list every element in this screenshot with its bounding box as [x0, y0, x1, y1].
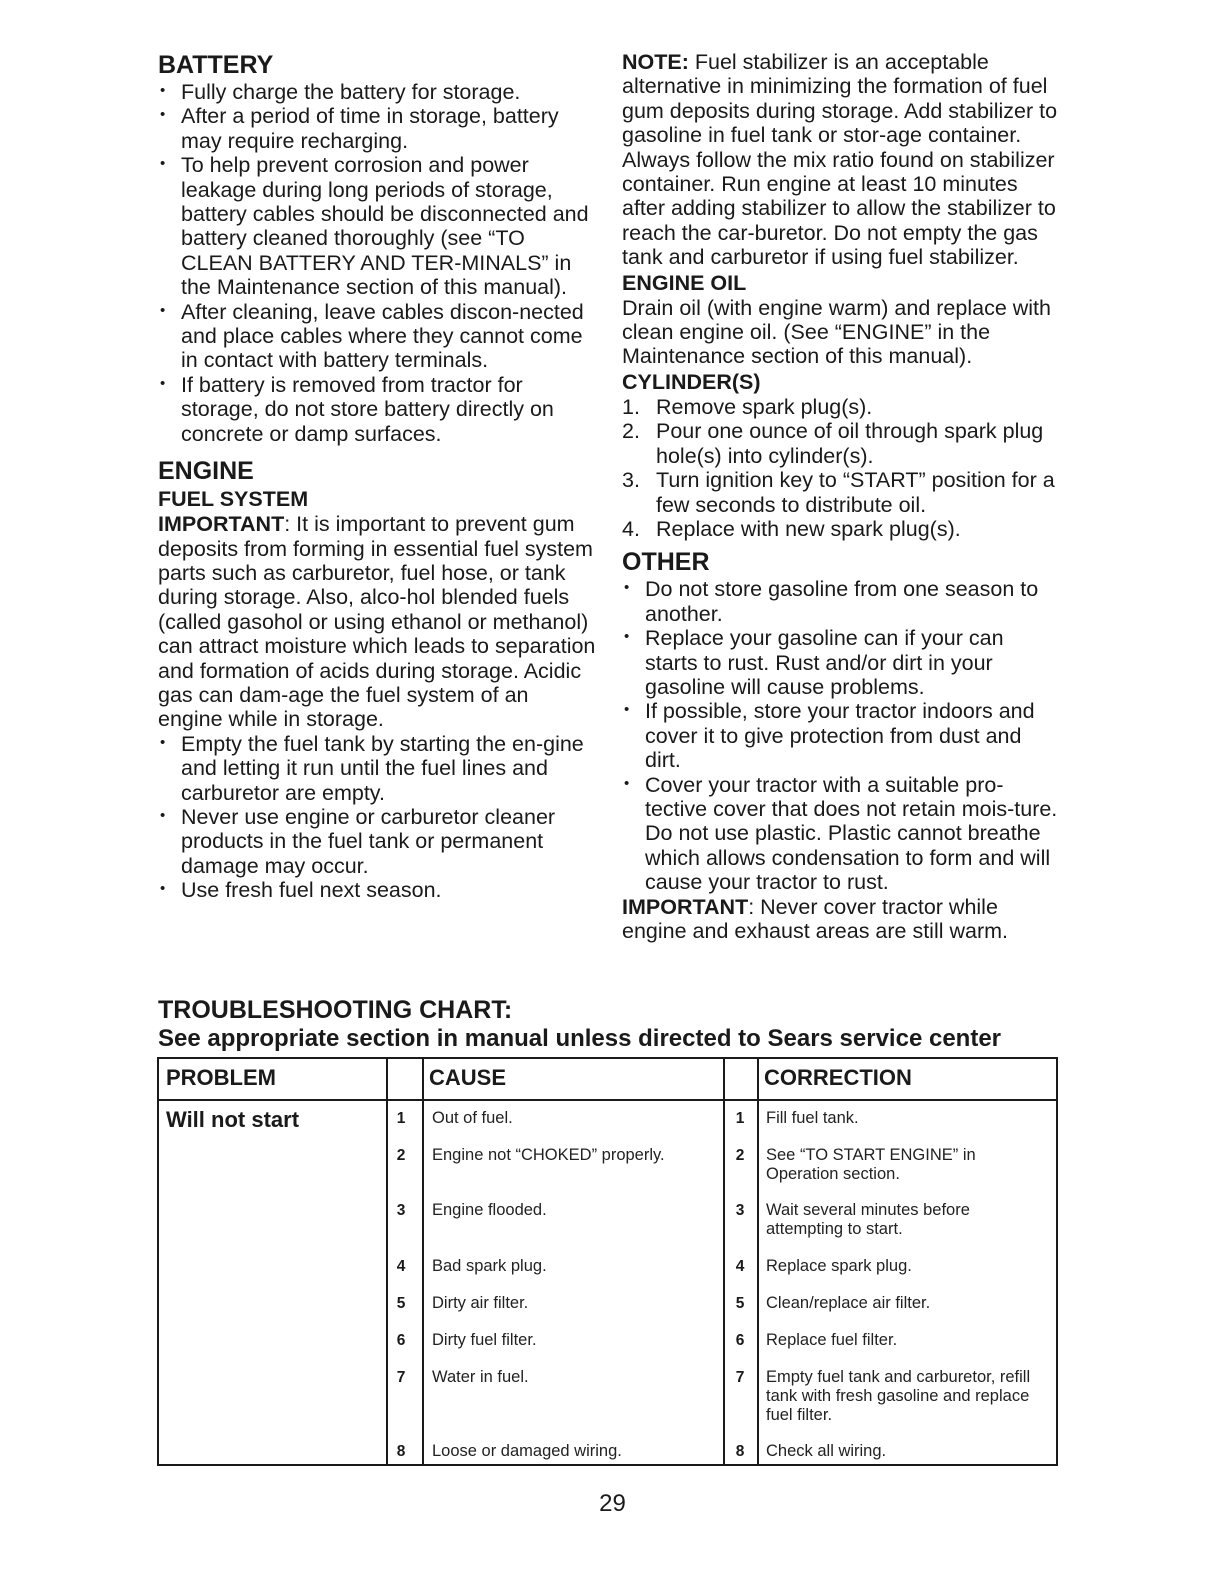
cause-number: 4	[396, 1258, 406, 1275]
cause-number: 8	[396, 1443, 406, 1460]
step-text: Turn ignition key to “START” position for a few seconds to distribute oil.	[656, 468, 1055, 517]
other-bullet-2: • Replace your gasoline can if your can starts to rust. Rust and/or dirt in your gasoline will cause problems.	[622, 626, 1062, 699]
cause-cell: Engine flooded.	[432, 1201, 547, 1219]
cause-cell: Dirty air filter.	[432, 1294, 529, 1312]
correction-cell: Check all wiring.	[766, 1442, 887, 1460]
battery-bullet-2: • After a period of time in storage, battery may require recharging.	[158, 104, 598, 153]
step-text: Replace with new spark plug(s).	[656, 516, 961, 541]
correction-cell: Replace fuel filter.	[766, 1331, 898, 1349]
fuel-bullet-2: • Never use engine or carburetor cleaner products in the fuel tank or permanent damage may occur.	[158, 805, 598, 878]
battery-bullet-list	[158, 80, 598, 446]
correction-cell: Replace spark plug.	[766, 1257, 912, 1275]
cause-cell: Out of fuel.	[432, 1109, 513, 1127]
cause-cell: Loose or damaged wiring.	[432, 1442, 622, 1460]
troubleshooting-table	[157, 1057, 1058, 1466]
left-column	[158, 50, 598, 903]
battery-bullet-1: • Fully charge the battery for storage.	[158, 80, 598, 104]
battery-heading: BATTERY	[158, 51, 274, 79]
step-number: 4.	[622, 516, 640, 541]
important-label: IMPORTANT	[158, 512, 285, 537]
step-text: Pour one ounce of oil through spark plug hole(s) into cylinder(s).	[656, 419, 1044, 468]
battery-bullet-3: • To help prevent corrosion and power leakage during long periods of storage, battery cables should be disconnected and battery cleaned thoroughly (see “TO CLEAN BATTERY AND TER-MINALS” in the Maintenance section of this manual).	[158, 153, 598, 299]
cylinder-step	[622, 517, 1062, 541]
table-divider	[422, 1059, 424, 1464]
note-label: NOTE:	[622, 50, 689, 74]
cylinder-step-list	[622, 395, 1062, 541]
table-divider	[723, 1059, 725, 1464]
correction-cell: Wait several minutes before attempting to start.	[766, 1201, 970, 1238]
correction-number: 3	[735, 1202, 745, 1219]
battery-bullet-5: • If battery is removed from tractor for storage, do not store battery directly on concrete or damp surfaces.	[158, 373, 598, 446]
cylinder-step	[622, 468, 1062, 517]
header-divider	[159, 1099, 1056, 1101]
correction-number: 1	[735, 1110, 745, 1127]
cause-cell: Bad spark plug.	[432, 1257, 547, 1275]
fuel-system-heading: FUEL SYSTEM	[158, 487, 309, 512]
cause-number: 2	[396, 1147, 406, 1164]
correction-number: 7	[735, 1369, 745, 1386]
other-heading: OTHER	[622, 548, 710, 577]
step-number: 3.	[622, 468, 640, 493]
cause-cell: Water in fuel.	[432, 1368, 529, 1386]
right-column	[622, 50, 1062, 943]
header-problem: PROBLEM	[166, 1065, 276, 1090]
other-important-paragraph	[622, 895, 1062, 944]
note-paragraph	[622, 50, 1062, 270]
cause-cell: Dirty fuel filter.	[432, 1331, 537, 1349]
correction-number: 2	[735, 1147, 745, 1164]
cause-number: 3	[396, 1202, 406, 1219]
step-number: 1.	[622, 394, 640, 419]
important-text: : Never cover tractor while engine and exhaust areas are still warm.	[622, 894, 1009, 943]
correction-cell: Clean/replace air filter.	[766, 1294, 931, 1312]
troubleshooting-title: TROUBLESHOOTING CHART:	[158, 996, 513, 1024]
correction-cell: Empty fuel tank and carburetor, refill tank with fresh gasoline and replace fuel filter.	[766, 1368, 1031, 1424]
other-bullet-3: • If possible, store your tractor indoors and cover it to give protection from dust and dirt.	[622, 699, 1062, 772]
correction-number: 5	[735, 1295, 745, 1312]
engine-oil-text: Drain oil (with engine warm) and replace with clean engine oil. (See “ENGINE” in the Maintenance section of this manual).	[622, 295, 1051, 369]
important-label: IMPORTANT	[622, 894, 749, 919]
step-number: 2.	[622, 419, 640, 444]
correction-number: 4	[735, 1258, 745, 1275]
problem-will-not-start: Will not start	[166, 1107, 300, 1132]
fuel-important-paragraph	[158, 512, 598, 732]
correction-number: 8	[735, 1443, 745, 1460]
cylinders-heading: CYLINDER(S)	[622, 369, 761, 394]
engine-oil-heading: ENGINE OIL	[622, 270, 747, 295]
other-bullet-4: • Cover your tractor with a suitable pro-tective cover that does not retain mois-ture. Do not use plastic. Plastic cannot breathe which allows condensation to form and will cause your tractor to rust.	[622, 773, 1062, 895]
engine-heading: ENGINE	[158, 457, 254, 486]
page-number: 29	[599, 1490, 626, 1517]
cause-number: 5	[396, 1295, 406, 1312]
fuel-bullet-1: • Empty the fuel tank by starting the en-gine and letting it run until the fuel lines and carburetor are empty.	[158, 732, 598, 805]
cause-number: 1	[396, 1110, 406, 1127]
other-bullet-1: • Do not store gasoline from one season to another.	[622, 577, 1062, 626]
battery-bullet-4: • After cleaning, leave cables discon-nected and place cables where they cannot come in contact with battery terminals.	[158, 300, 598, 373]
header-cause: CAUSE	[429, 1065, 507, 1090]
correction-number: 6	[735, 1332, 745, 1349]
step-text: Remove spark plug(s).	[656, 394, 873, 419]
note-text: Fuel stabilizer is an acceptable alternative in minimizing the formation of fuel gum deposits during storage. Add stabilizer to gasoline in fuel tank or stor-age container. Always follow the mix ratio found on stabilizer container. Run engine at least 10 minutes after adding stabilizer to allow the stabilizer to reach the car-buretor. Do not empty the gas tank and carburetor if using fuel stabilizer.	[622, 50, 1058, 270]
correction-cell: See “TO START ENGINE” in Operation section.	[766, 1146, 976, 1183]
fuel-bullet-3: • Use fresh fuel next season.	[158, 878, 598, 902]
other-bullet-list	[622, 577, 1062, 894]
correction-cell: Fill fuel tank.	[766, 1109, 859, 1127]
important-text: : It is important to prevent gum deposits from forming in essential fuel system parts such as carburetor, fuel hose, or tank during storage. Also, alco-hol blended fuels (called gasohol or using ethanol or methanol) can attract moisture which leads to separation and formation of acids during storage. Acidic gas can dam-age the fuel system of an engine while in storage.	[158, 512, 596, 732]
fuel-bullet-list	[158, 732, 598, 903]
cause-number: 7	[396, 1369, 406, 1386]
troubleshooting-subtitle: See appropriate section in manual unless directed to Sears service center	[158, 1025, 1001, 1052]
cause-number: 6	[396, 1332, 406, 1349]
table-divider	[757, 1059, 759, 1464]
cylinder-step	[622, 419, 1062, 468]
cause-cell: Engine not “CHOKED” properly.	[432, 1146, 665, 1164]
header-correction: CORRECTION	[764, 1065, 912, 1090]
table-divider	[386, 1059, 388, 1464]
cylinder-step	[622, 395, 1062, 419]
